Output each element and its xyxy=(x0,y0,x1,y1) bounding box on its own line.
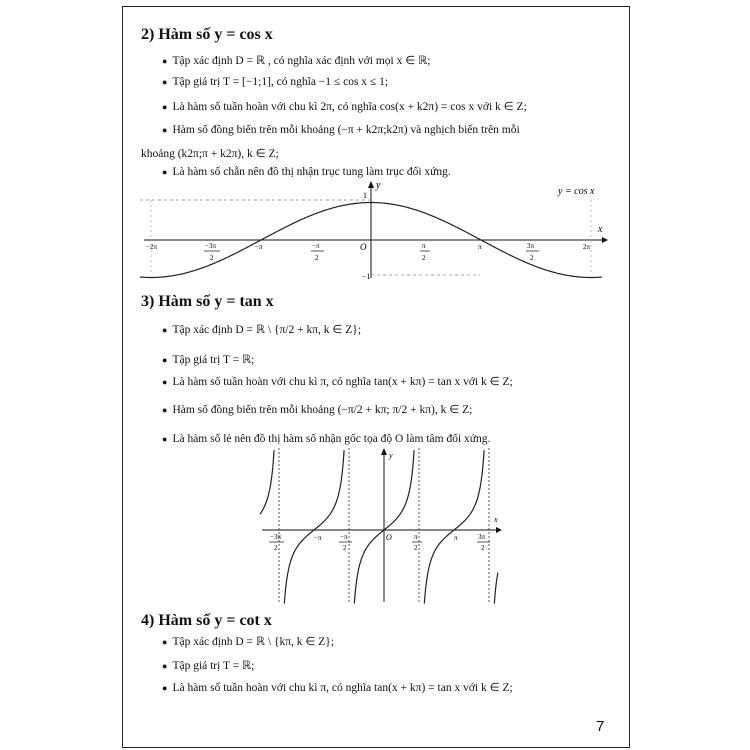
x-tick-2pi: 2π xyxy=(583,243,591,251)
bullet-item: ● Hàm số đồng biến trên mỗi khoảng (−π/2 + kπ; π/2 + kπ), k ∈ Z; xyxy=(162,404,473,416)
x-tick-3pi-2 xyxy=(526,242,539,262)
tan-branch xyxy=(284,450,344,603)
x-tick-3pi-2 xyxy=(477,533,490,552)
svg-text:2: 2 xyxy=(274,544,278,552)
x-tick-pi: π xyxy=(478,243,482,251)
x-tick-minus-pi: −π xyxy=(255,243,263,251)
svg-text:2: 2 xyxy=(315,254,319,262)
y-axis-arrow-icon xyxy=(381,448,387,455)
x-tick-pi-2 xyxy=(420,242,430,262)
svg-text:2: 2 xyxy=(422,254,426,262)
x-tick-pi: π xyxy=(454,534,458,542)
y-axis-arrow-icon xyxy=(368,181,374,188)
bullet-item: ● Tập giá trị T = ℝ; xyxy=(162,660,255,672)
bullet-item: ● Tập xác định D = ℝ \ {π/2 + kπ, k ∈ Z}; xyxy=(162,324,362,336)
svg-text:3π: 3π xyxy=(527,242,535,250)
bullet-item: ● Là hàm số tuần hoàn với chu kì 2π, có nghĩa cos(x + k2π) = cos x với k ∈ Z; xyxy=(162,101,527,113)
x-axis-label: x xyxy=(494,515,498,524)
section-heading-cos: 2) Hàm số y = cos x xyxy=(141,26,273,43)
bullet-item: ● Tập giá trị T = ℝ; xyxy=(162,354,255,366)
x-tick-minus-pi-2 xyxy=(339,533,352,552)
svg-text:2: 2 xyxy=(343,544,347,552)
svg-text:2: 2 xyxy=(210,254,214,262)
bullet-item: ● Tập xác định D = ℝ , có nghĩa xác định với mọi x ∈ ℝ; xyxy=(162,55,431,67)
cos-graph xyxy=(140,178,610,286)
svg-text:2: 2 xyxy=(414,544,418,552)
svg-text:2: 2 xyxy=(481,544,485,552)
x-tick-minus-pi-2 xyxy=(311,242,324,262)
tan-curve xyxy=(260,450,498,603)
svg-text:−3π: −3π xyxy=(270,533,281,541)
x-tick-minus-2pi: −2π xyxy=(146,243,157,251)
bullet-continuation: khoảng (k2π;π + k2π), k ∈ Z; xyxy=(141,148,279,160)
page-number: 7 xyxy=(596,718,605,735)
y-tick-1: 1 xyxy=(363,191,367,200)
bullet-item: ● Là hàm số lẻ nên đồ thị hàm số nhận gốc tọa độ O làm tâm đối xứng. xyxy=(162,433,491,445)
bullet-item: ● Là hàm số tuần hoàn với chu kì π, có nghĩa tan(x + kπ) = tan x với k ∈ Z; xyxy=(162,376,513,388)
svg-text:3π: 3π xyxy=(478,533,486,541)
section-heading-cot: 4) Hàm số y = cot x xyxy=(141,612,272,629)
y-tick-minus-1: −1 xyxy=(362,272,371,281)
x-tick-pi-2 xyxy=(412,533,422,552)
svg-text:−π: −π xyxy=(340,533,348,541)
bullet-item: ● Tập giá trị T = [−1;1], có nghĩa −1 ≤ cos x ≤ 1; xyxy=(162,76,389,88)
svg-text:π: π xyxy=(422,242,426,250)
x-tick-minus-3pi-2 xyxy=(204,242,220,262)
svg-text:−π: −π xyxy=(312,242,320,250)
x-axis-label: x xyxy=(598,224,603,235)
tan-graph xyxy=(258,446,508,606)
curve-label: y = cos x xyxy=(558,186,595,197)
x-tick-minus-pi: −π xyxy=(314,534,322,542)
y-axis-label: y xyxy=(389,451,393,460)
bullet-item: ● Hàm số đồng biến trên mỗi khoảng (−π + k2π;k2π) và nghịch biến trên mỗi xyxy=(162,124,520,136)
bullet-item: ● Tập xác định D = ℝ \ {kπ, k ∈ Z}; xyxy=(162,636,335,648)
cos-vertical-guides xyxy=(140,200,610,275)
x-axis-arrow-icon xyxy=(602,237,608,243)
x-axis-arrow-icon xyxy=(496,527,502,533)
tan-branch xyxy=(424,450,484,603)
tan-branch xyxy=(260,450,274,514)
bullet-item: ● Là hàm số chẵn nên đồ thị nhận trục tung làm trục đối xứng. xyxy=(162,166,451,178)
origin-label: O xyxy=(360,242,367,252)
y-axis-label: y xyxy=(376,180,381,191)
svg-text:−3π: −3π xyxy=(205,242,216,250)
tan-branch xyxy=(494,573,498,604)
bullet-item: ● Là hàm số tuần hoàn với chu kì π, có nghĩa tan(x + kπ) = tan x với k ∈ Z; xyxy=(162,682,513,694)
section-heading-tan: 3) Hàm số y = tan x xyxy=(141,293,274,310)
svg-text:π: π xyxy=(414,533,418,541)
x-tick-minus-3pi-2 xyxy=(269,533,284,552)
svg-text:2: 2 xyxy=(530,254,534,262)
origin-label: O xyxy=(386,533,392,542)
